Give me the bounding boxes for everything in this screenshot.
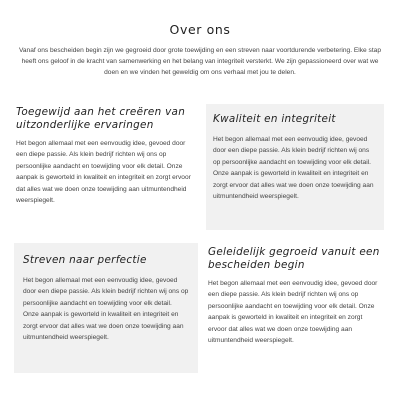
card-body: Het begon allemaal met een eenvoudig idee, gevoed door een diepe passie. Als klein bedrijf richten wij ons op persoonlijke aandacht en toewijding voor elk detail. Onze aanpak is geworteld in kwaliteit en integriteit en zorgt ervoor dat alles wat we doen onze toewijding aan uitmuntendheid weerspiegelt.: [23, 277, 189, 342]
card-body: Het begon allemaal met een eenvoudig idee, gevoed door een diepe passie. Als klein bedrijf richten wij ons op persoonlijke aandacht en toewijding voor elk detail. Onze aanpak is geworteld in kwaliteit en integriteit en zorgt ervoor dat alles wat we doen onze toewijding aan uitmuntendheid weerspiegelt.: [213, 136, 374, 201]
feature-card-growth: [206, 243, 384, 373]
card-title: Streven naar perfectie: [23, 254, 147, 266]
feature-card-dedicated: [14, 104, 198, 228]
card-title: Toegewijd aan het creëren van uitzonderlijke ervaringen: [16, 106, 186, 131]
card-title: Geleidelijk gegroeid vanuit een bescheiden begin: [208, 246, 380, 271]
card-title: Kwaliteit en integriteit: [213, 113, 336, 125]
feature-card-quality: [206, 104, 384, 230]
card-body: Het begon allemaal met een eenvoudig idee, gevoed door een diepe passie. Als klein bedrijf richten wij ons op persoonlijke aandacht en toewijding voor elk detail. Onze aanpak is geworteld in kwaliteit en integriteit en zorgt ervoor dat alles wat we doen onze toewijding aan uitmuntendheid weerspiegelt.: [208, 280, 378, 345]
card-body: Het begon allemaal met een eenvoudig idee, gevoed door een diepe passie. Als klein bedrijf richten wij ons op persoonlijke aandacht en toewijding voor elk detail. Onze aanpak is geworteld in kwaliteit en integriteit en zorgt ervoor dat alles wat we doen onze toewijding aan uitmuntendheid weerspiegelt.: [16, 140, 191, 205]
feature-card-perfection: [14, 243, 198, 373]
page-title: Over ons: [169, 22, 231, 37]
intro-paragraph: Vanaf ons bescheiden begin zijn we gegroeid door grote toewijding en een streven naar voortdurende verbetering. Elke stap heeft ons geloof in de kracht van samenwerking en het belang van integriteit versterkt. We zijn gepassioneerd over wat we doen en we vinden het geweldig om ons verhaal met jou te delen.: [18, 47, 382, 77]
